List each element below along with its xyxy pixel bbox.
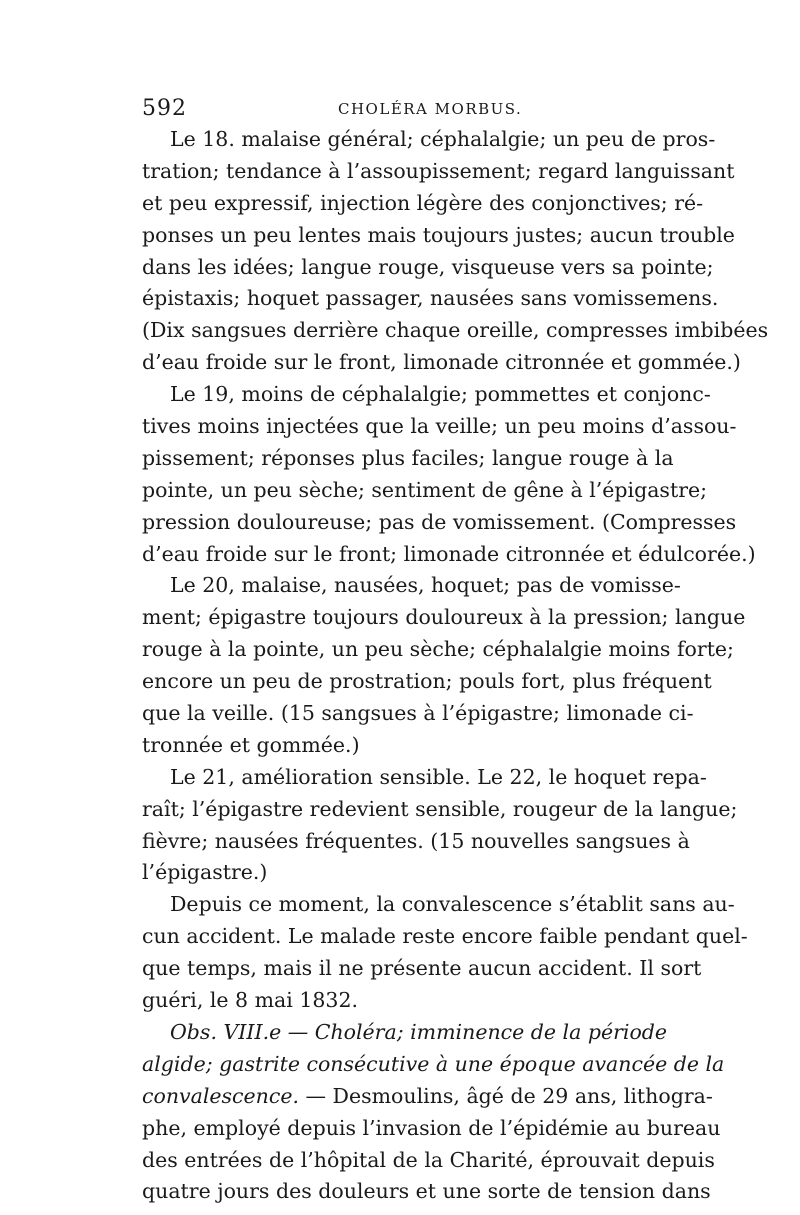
text-line: ponses un peu lentes mais toujours justes; aucun trouble <box>142 222 735 247</box>
text-line: ment; épigastre toujours douloureux à la pression; langue <box>142 605 746 630</box>
text-line: tration; tendance à l’assoupissement; regard languissant <box>142 158 735 183</box>
body-text <box>142 124 769 1208</box>
observation-title-end: convalescence. <box>142 1083 299 1108</box>
text-line: cun accident. Le malade reste encore faible pendant quel- <box>142 924 748 949</box>
text-line: dans les idées; langue rouge, visqueuse vers sa pointe; <box>142 254 714 279</box>
observation-text-start: — Desmoulins, âgé de 29 ans, lithogra- <box>298 1083 713 1108</box>
text-line: Le 20, malaise, nausées, hoquet; pas de vomisse- <box>170 573 681 598</box>
text-line: l’épigastre.) <box>142 860 268 885</box>
text-line: tronnée et gommée.) <box>142 732 360 757</box>
text-line: et peu expressif, injection légère des conjonctives; ré- <box>142 190 704 215</box>
text-line: quatre jours des douleurs et une sorte de tension dans <box>142 1179 711 1204</box>
text-line: phe, employé depuis l’invasion de l’épidémie au bureau <box>142 1115 721 1140</box>
text-line: rouge à la pointe, un peu sèche; céphalalgie moins forte; <box>142 637 734 662</box>
text-line: Le 21, amélioration sensible. Le 22, le hoquet repa- <box>170 764 707 789</box>
text-line: encore un peu de prostration; pouls fort, plus fréquent <box>142 669 712 694</box>
text-line: pissement; réponses plus faciles; langue rouge à la <box>142 445 674 470</box>
text-line: Le 19, moins de céphalalgie; pommettes et conjonc- <box>170 382 711 407</box>
text-line: que la veille. (15 sangsues à l’épigastre; limonade ci- <box>142 701 694 726</box>
text-line: des entrées de l’hôpital de la Charité, éprouvait depuis <box>142 1147 715 1172</box>
text-line: Le 18. malaise général; céphalalgie; un peu de pros- <box>170 127 716 151</box>
text-line: (Dix sangsues derrière chaque oreille, compresses imbibées <box>142 318 769 343</box>
running-head: CHOLÉRA MORBUS. <box>338 100 523 118</box>
text-line: Depuis ce moment, la convalescence s’établit sans au- <box>170 892 735 917</box>
page-header <box>142 96 658 126</box>
text-line: pression douloureuse; pas de vomissement. (Compresses <box>142 509 737 534</box>
text-line: tives moins injectées que la veille; un peu moins d’assou- <box>142 414 737 439</box>
text-line: pointe, un peu sèche; sentiment de gêne à l’épigastre; <box>142 477 708 502</box>
page-number: 592 <box>142 96 187 121</box>
text-line: guéri, le 8 mai 1832. <box>142 988 359 1013</box>
text-line: épistaxis; hoquet passager, nausées sans vomissemens. <box>142 286 719 311</box>
text-line: d’eau froide sur le front, limonade citronnée et gommée.) <box>142 350 741 375</box>
observation-title-line <box>142 1081 713 1113</box>
text-line: que temps, mais il ne présente aucun accident. Il sort <box>142 956 702 981</box>
text-line: raît; l’épigastre redevient sensible, rougeur de la langue; <box>142 796 738 821</box>
text-line: fièvre; nausées fréquentes. (15 nouvelles sangsues à <box>142 828 690 853</box>
observation-title-line: Obs. VIII.e — Choléra; imminence de la période <box>170 1019 668 1044</box>
observation-title-line: algide; gastrite consécutive à une époque avancée de la <box>142 1051 725 1076</box>
text-line: d’eau froide sur le front; limonade citronnée et édulcorée.) <box>142 541 756 566</box>
